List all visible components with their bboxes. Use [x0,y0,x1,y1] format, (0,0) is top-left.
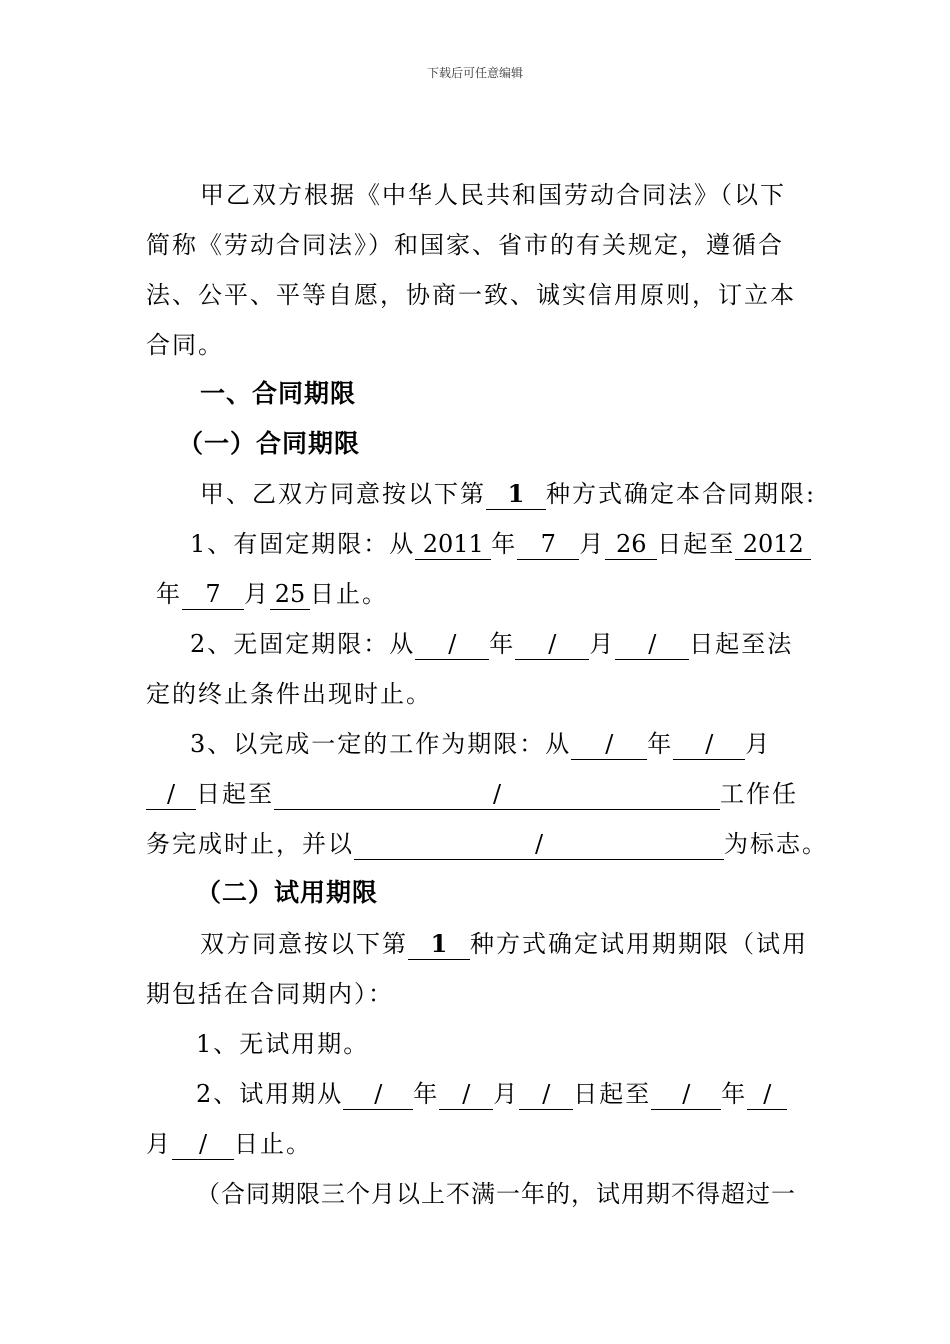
end-year-field[interactable]: 2012 [735,529,811,560]
day-to-label: 日起至法 [689,630,794,658]
term-choice-field[interactable]: 1 [486,479,546,510]
probation-end-month-field-a[interactable]: / [747,1079,787,1110]
task-term-prefix: 3、以完成一定的工作为期限：从 [190,730,572,758]
open-start-year-field[interactable]: / [415,629,489,660]
section-title: 一、合同期限 [200,379,357,408]
month-label: 月 [579,530,606,558]
subsection-title-1: （一）合同期限 [178,429,361,458]
end-month-field[interactable]: 7 [182,579,244,610]
year-label: 年 [156,580,182,608]
day-to-label: 日起至 [573,1080,652,1108]
start-day-field[interactable]: 26 [605,529,657,560]
fixed-term-line [190,526,850,562]
intro-line-1: 甲乙双方根据《中华人民共和国劳动合同法》（以下 [200,181,786,209]
probation-choice-line [200,926,860,962]
start-month-field[interactable]: 7 [517,529,579,560]
intro-line-3: 法、公平、平等自愿，协商一致、诚实信用原则，订立本 [146,281,796,309]
task-suffix: 工作任 [720,780,798,808]
year-label: 年 [491,530,518,558]
task-mark-field[interactable]: / [354,829,724,860]
probation-choice-prefix: 双方同意按以下第 [200,930,408,958]
probation-prefix: 2、试用期从 [196,1080,344,1108]
day-to-label: 日起至 [657,530,736,558]
probation-start-year-field[interactable]: / [343,1079,413,1110]
month-label: 月 [589,630,616,658]
start-year-field[interactable]: 2011 [415,529,491,560]
task-mark-suffix: 为标志。 [724,830,828,858]
intro-line-4: 合同。 [146,331,224,359]
page-header: 下载后可任意编辑 [426,66,523,80]
task-term-line-2 [146,776,806,812]
probation-period-line [196,1076,856,1112]
probation-choice-line-2: 期包括在合同期内）： [146,980,394,1008]
year-label: 年 [413,1080,440,1108]
probation-period-line-2 [146,1126,806,1162]
term-choice-prefix: 甲、乙双方同意按以下第 [200,480,486,508]
probation-choice-field[interactable]: 1 [408,929,470,960]
fixed-term-line-2 [156,576,816,612]
probation-note: （合同期限三个月以上不满一年的，试用期不得超过一 [196,1180,796,1208]
open-term-line-2: 定的终止条件出现时止。 [146,680,432,708]
open-start-day-field[interactable]: / [615,629,689,660]
year-label: 年 [647,730,674,758]
probation-end-year-field[interactable]: / [651,1079,721,1110]
open-term-line [190,626,850,662]
probation-end-suffix: 日止。 [234,1130,312,1158]
month-label: 月 [146,1130,172,1158]
open-start-month-field[interactable]: / [515,629,589,660]
open-term-prefix: 2、无固定期限：从 [190,630,416,658]
task-description-field[interactable]: / [274,779,720,810]
term-choice-line [200,476,860,512]
intro-line-2: 简称《劳动合同法》）和国家、省市的有关规定，遵循合 [146,231,784,259]
task-start-year-field[interactable]: / [571,729,647,760]
subsection-title-2: （二）试用期限 [196,878,379,907]
probation-choice-suffix: 种方式确定试用期期限（试用 [470,930,808,958]
year-label: 年 [721,1080,748,1108]
probation-end-day-field[interactable]: / [172,1129,234,1160]
task-mark-prefix: 务完成时止，并以 [146,830,354,858]
month-label: 月 [745,730,772,758]
end-day-field[interactable]: 25 [270,579,310,610]
task-start-day-field[interactable]: / [146,779,196,810]
month-label: 月 [244,580,270,608]
day-to-label: 日起至 [196,780,274,808]
month-label: 月 [493,1080,520,1108]
probation-start-month-field[interactable]: / [439,1079,493,1110]
end-suffix: 日止。 [310,580,388,608]
task-term-line [190,726,850,762]
term-choice-suffix: 种方式确定本合同期限: [546,480,817,508]
task-start-month-field[interactable]: / [673,729,745,760]
probation-start-day-field[interactable]: / [519,1079,573,1110]
year-label: 年 [489,630,516,658]
task-term-line-3 [146,826,828,862]
fixed-term-prefix: 1、有固定期限：从 [190,530,416,558]
no-probation-line: 1、无试用期。 [196,1030,370,1058]
